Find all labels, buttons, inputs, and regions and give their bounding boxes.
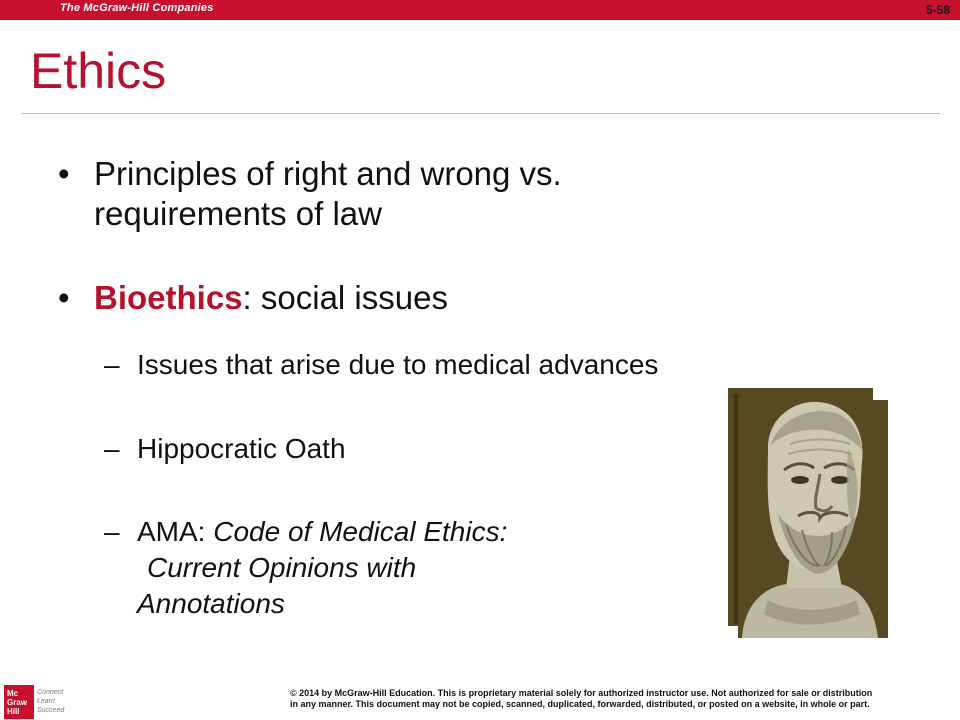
logo-graw: Graw (7, 698, 28, 707)
logo-mc: Mc (7, 689, 19, 698)
dash-marker: – (104, 433, 120, 464)
header-bar (0, 0, 960, 20)
code-title-line-2: Current Opinions with (147, 552, 417, 583)
subitem-medical-advances (104, 347, 824, 383)
code-title-line-1: Code of Medical Ethics: (213, 516, 508, 547)
tagline-learn: Learn (37, 698, 55, 705)
subitem-text: Issues that arise due to medical advances (137, 349, 659, 380)
code-title-line-3: Annotations (137, 588, 285, 619)
logo-hill: Hill (7, 707, 20, 716)
tagline-succeed: Succeed (37, 707, 65, 714)
copyright-line-2: in any manner. This document may not be copied, scanned, duplicated, forwarded, distributed, or posted on a website, in whole or part. (290, 699, 870, 709)
tagline-connect: Connect (37, 689, 64, 696)
subitem-text: Hippocratic Oath (137, 433, 346, 464)
slide-number: 5-58 (925, 3, 950, 17)
bullet-rest: : social issues (242, 279, 448, 316)
bullet-text (94, 278, 718, 318)
mcgraw-hill-logo: The McGraw-Hill Companies (60, 2, 214, 14)
mcgraw-hill-education-logo (0, 684, 80, 720)
bullet-principles (58, 154, 718, 234)
copyright-line-1: © 2014 by McGraw-Hill Education. This is proprietary material solely for authorized instructor use. Not authorized for sale or distribution (290, 688, 873, 698)
slide-title: Ethics (30, 43, 167, 99)
hippocrates-bust-image (728, 388, 888, 638)
bullet-marker: • (58, 279, 70, 316)
dash-marker: – (104, 349, 120, 380)
dash-marker: – (104, 516, 120, 547)
title-divider (22, 113, 940, 114)
bullet-marker: • (58, 155, 70, 192)
subitem-text (137, 514, 824, 622)
mcgraw-hill-logo-icon (0, 684, 80, 720)
bioethics-term: Bioethics (94, 279, 243, 316)
subitem-ama-code (104, 514, 824, 622)
hippocrates-bust-illustration (728, 388, 888, 638)
subitem-hippocratic-oath (104, 431, 824, 467)
bullet-text: Principles of right and wrong vs. requirements of law (94, 155, 562, 232)
bullet-bioethics (58, 278, 718, 318)
ama-prefix: AMA: (137, 516, 214, 547)
copyright-notice (290, 688, 950, 710)
